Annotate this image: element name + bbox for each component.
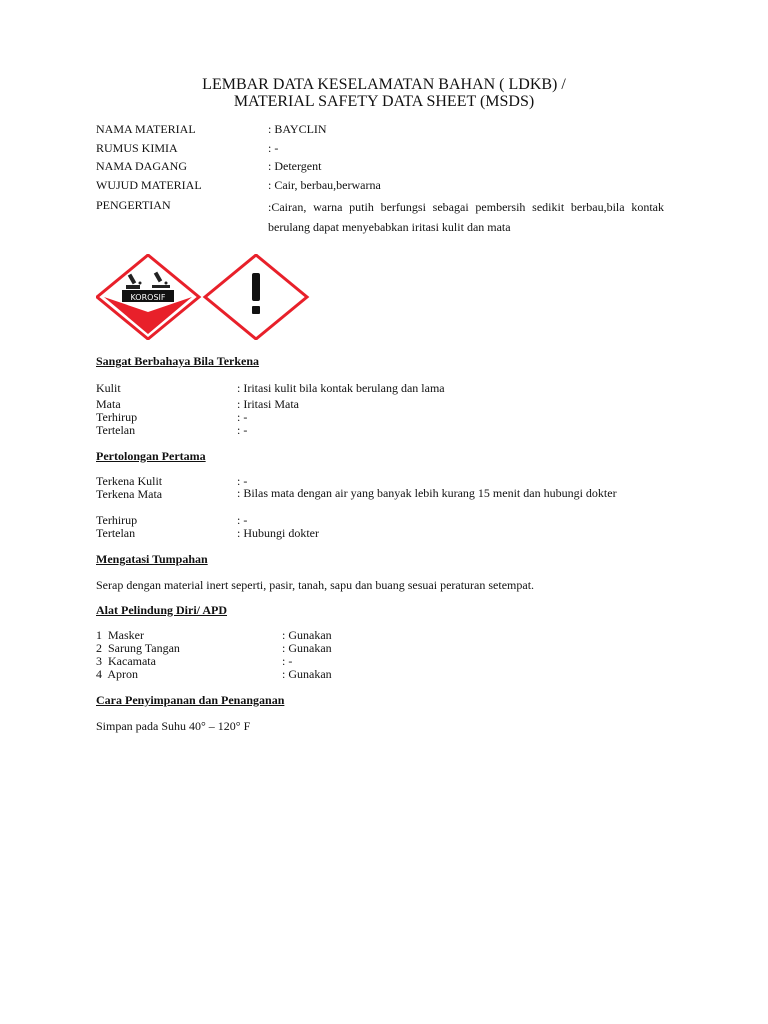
first-aid-value-mata: : Bilas mata dengan air yang banyak lebih kurang 15 menit dan hubungi dokter — [237, 486, 617, 500]
info-label: NAMA MATERIAL — [96, 122, 196, 136]
row-label: Terkena Mata — [96, 487, 163, 501]
row-label: Tertelan — [96, 526, 136, 540]
section-heading-sangat-berbahaya: Sangat Berbahaya Bila Terkena — [96, 354, 260, 368]
row-value: : Iritasi Mata — [237, 397, 299, 411]
row-label: Mata — [96, 397, 121, 411]
row-label: Terhirup — [96, 410, 138, 424]
row-value: : Iritasi kulit bila kontak berulang dan lama — [237, 381, 445, 395]
info-value: : - — [268, 141, 279, 155]
corrosive-pictogram-icon — [96, 254, 310, 340]
row-value: : - — [282, 654, 293, 668]
row-value: : Hubungi dokter — [237, 526, 319, 540]
document-title — [0, 76, 768, 110]
info-label: WUJUD MATERIAL — [96, 178, 202, 192]
info-label: RUMUS KIMIA — [96, 141, 178, 155]
penyimpanan-text: Simpan pada Suhu 40° – 120° F — [96, 719, 251, 733]
section-heading-tumpahan: Mengatasi Tumpahan — [96, 552, 208, 566]
section-heading-pertolongan: Pertolongan Pertama — [96, 449, 206, 463]
row-label: Tertelan — [96, 423, 136, 437]
korosif-label: KOROSIF — [130, 293, 166, 302]
row-value: : - — [237, 474, 248, 488]
row-value: : Gunakan — [282, 628, 332, 642]
row-value: : Gunakan — [282, 641, 332, 655]
row-label: Terkena Kulit — [96, 474, 163, 488]
tumpahan-text: Serap dengan material inert seperti, pasir, tanah, sapu dan buang sesuai peraturan setempat. — [96, 578, 535, 592]
section-heading-penyimpanan: Cara Penyimpanan dan Penanganan — [96, 693, 285, 707]
row-label: 2 Sarung Tangan — [96, 641, 180, 655]
row-value: : Gunakan — [282, 667, 332, 681]
info-value: : BAYCLIN — [268, 122, 327, 136]
hazard-pictograms — [96, 254, 310, 340]
row-value: : - — [237, 423, 248, 437]
section-heading-apd: Alat Pelindung Diri/ APD — [96, 603, 228, 617]
info-label: NAMA DAGANG — [96, 159, 188, 173]
row-label: Kulit — [96, 381, 121, 395]
pengertian-description: :Cairan, warna putih berfungsi sebagai pembersih sedikit berbau,bila kontak berulang dapat menyebabkan iritasi kulit dan mata — [268, 200, 664, 234]
info-value: : Detergent — [268, 159, 322, 173]
row-value: : - — [237, 513, 248, 527]
info-value: : Cair, berbau,berwarna — [268, 178, 381, 192]
title-line-1: LEMBAR DATA KESELAMATAN BAHAN ( LDKB) / — [202, 76, 566, 93]
info-label: PENGERTIAN — [96, 198, 171, 212]
title-line-2: MATERIAL SAFETY DATA SHEET (MSDS) — [233, 93, 535, 110]
row-label: Terhirup — [96, 513, 138, 527]
row-label: 3 Kacamata — [96, 654, 156, 668]
row-label: 1 Masker — [96, 628, 144, 642]
row-label: 4 Apron — [96, 667, 138, 681]
row-value: : - — [237, 410, 248, 424]
